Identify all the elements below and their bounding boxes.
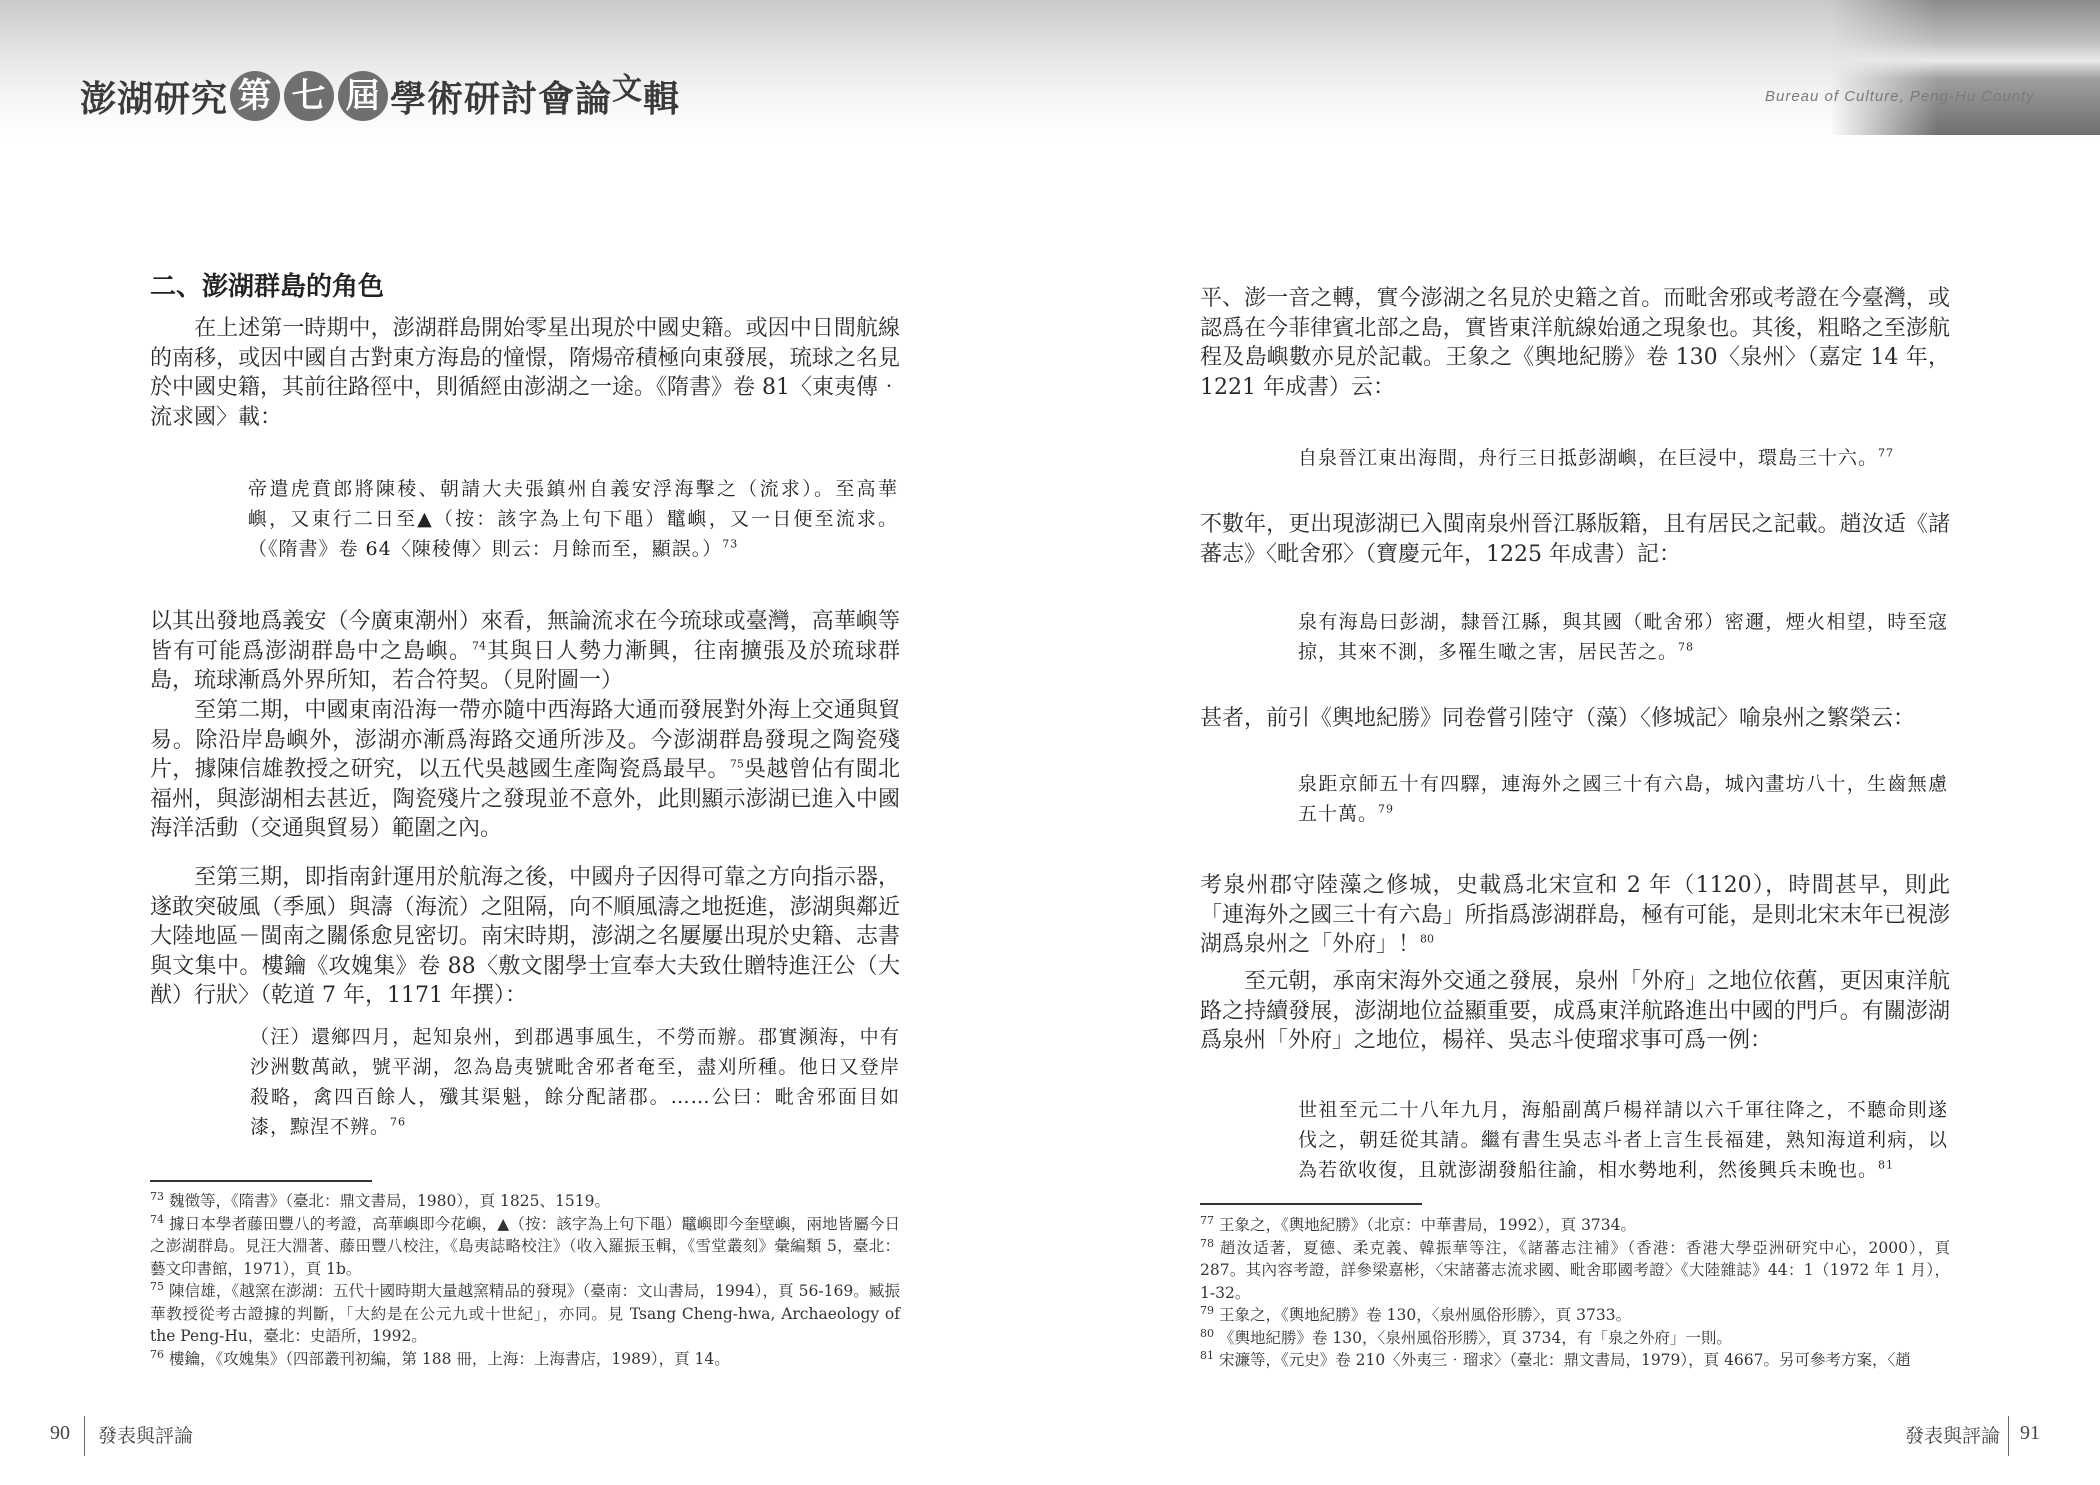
quote-text: 泉有海島曰彭湖，隸晉江縣，與其國（毗舍邪）密邇，煙火相望，時至寇掠，其來不測，多罹生噉之害，居民苦之。 [1298,611,1948,663]
footnote [1200,1349,1950,1372]
footnote-ref: 75 [729,757,744,771]
footnote-ref: 80 [1420,932,1435,946]
paragraph: 甚者，前引《輿地紀勝》同卷嘗引陸守（藻）〈修城記〉喻泉州之繁榮云： [1200,706,1916,731]
section-heading: 二、澎湖群島的角色 [150,272,385,302]
block-quote [1298,1095,1948,1185]
paragraph-text: 考泉州郡守陸藻之修城，史載爲北宋宣和 2 年（1120），時間甚早，則此「連海外之國三十有六島」所指爲澎湖群島，極有可能，是則北宋末年已視澎湖爲泉州之「外府」！ [1200,873,1950,957]
footnote-number: 80 [1200,1326,1214,1340]
title-raised-char: 文 [612,72,644,107]
paragraph: 不數年，更出現澎湖已入閩南泉州晉江縣版籍，且有居民之記載。趙汝适《諸蕃志》〈毗舍邪〉（寶慶元年，1225 年成書）記： [1200,512,1950,567]
title-circle: 屆 [338,71,388,121]
block-quote [1298,443,1948,473]
block-quote [250,1022,900,1142]
paragraph: 至元朝，承南宋海外交通之發展，泉州「外府」之地位依舊，更因東洋航路之持續發展，澎湖地位益顯重要，成爲東洋航路進出中國的門戶。有關澎湖爲泉州「外府」之地位，楊祥、吳志斗使瑠求事可爲一例： [1200,969,1950,1053]
footnote-number: 74 [150,1212,164,1226]
footnote [150,1348,900,1371]
footnote-text: 王象之，《輿地紀勝》卷 130，〈泉州風俗形勝〉，頁 3733。 [1218,1306,1632,1324]
footnote-ref: 74 [472,639,486,653]
footnote-rule [150,1180,372,1182]
footnote-ref: 73 [722,537,739,551]
footnote-number: 73 [150,1189,164,1203]
footnotes [1200,1214,1950,1372]
paragraph-text: 以其出發地爲義安（今廣東潮州）來看，無論流求在今琉球或臺灣，高華嶼等皆有可能爲澎湖群島中之島嶼。 [150,609,900,664]
footnote [1200,1214,1950,1237]
footnote-ref: 76 [390,1115,407,1129]
page-divider [2008,1416,2009,1456]
page-label-left: 發表與評論 [98,1425,194,1447]
paragraph-text: 吳越曾佔有閩北福州，與澎湖相去甚近，陶瓷殘片之發現並不意外，此則顯示澎湖已進入中國海洋活動（交通與貿易）範圍之內。 [150,757,900,841]
block-quote [248,474,898,564]
footnote [1200,1237,1950,1305]
paragraph [150,607,900,696]
title-circle: 七 [284,71,334,121]
page-number-left: 90 [50,1422,70,1444]
quote-text: 自泉晉江東出海間，舟行三日抵彭湖嶼，在巨浸中，環島三十六。 [1298,447,1879,469]
paragraph-text: 至第二期，中國東南沿海一帶亦隨中西海路大通而發展對外海上交通與貿易。除沿岸島嶼外，澎湖亦漸爲海路交通所涉及。今澎湖群島發現之陶瓷殘片，據陳信雄教授之研究，以五代吳越國生產陶瓷爲最早。 [150,698,900,782]
paragraph: 平、澎一音之轉，實今澎湖之名見於史籍之首。而毗舍邪或考證在今臺灣，或認爲在今菲律賓北部之島，實皆東洋航線始通之現象也。其後，粗略之至澎航程及島嶼數亦見於記載。王象之《輿地紀勝》卷 130〈泉州〉（嘉定 14 年，1221 年成書）云： [1200,286,1950,400]
paragraph-text: 其與日人勢力漸興，往南擴張及於琉球群島，琉球漸爲外界所知，若合符契。（見附圖一） [150,638,900,693]
paragraph: 在上述第一時期中，澎湖群島開始零星出現於中國史籍。或因中日間航線的南移，或因中國自古對東方海島的憧憬，隋煬帝積極向東發展，琉球之名見於中國史籍，其前往路徑中，則循經由澎湖之一途。《隋書》卷 81〈東夷傳‧流求國〉載： [150,316,900,430]
footnote [1200,1304,1950,1327]
footnote-ref: 77 [1878,446,1895,460]
footnote-number: 78 [1200,1236,1214,1250]
footnote-ref: 79 [1378,802,1395,816]
footnote-ref: 81 [1878,1158,1895,1172]
footnote-number: 75 [150,1279,164,1293]
footnote-text: 據日本學者藤田豐八的考證，高華嶼即今花嶼，▲（按：該字為上句下黽）鼊嶼即今奎壁嶼，兩地皆屬今日之澎湖群島。見汪大淵著、藤田豐八校注，《島夷誌略校注》（收入羅振玉輯，《雪堂叢刻》彙編類 5，臺北：藝文印書館，1971），頁 1b。 [150,1214,900,1278]
footnote-text: 趙汝适著，夏德、柔克義、韓振華等注，《諸蕃志注補》（香港：香港大學亞洲研究中心，2000），頁 287。其內容考證，詳參梁嘉彬，〈宋諸蕃志流求國、毗舍耶國考證〉《大陸雜誌》44：1（1972 年 1 月），1-32。 [1200,1238,1950,1302]
footnote-text: 樓鑰，《攻媿集》（四部叢刊初編，第 188 冊，上海：上海書店，1989），頁 14。 [168,1349,730,1368]
left-page [150,0,900,1485]
page-label-right: 發表與評論 [1905,1425,2001,1447]
footnote [1200,1327,1950,1350]
title-part: 學術研討會論 [390,78,613,120]
footnote-number: 81 [1200,1348,1214,1362]
footnote-text: 《輿地紀勝》卷 130，〈泉州風俗形勝〉，頁 3734，有「泉之外府」一則。 [1218,1328,1732,1347]
title-circle: 第 [230,71,280,121]
footnote-ref: 78 [1678,640,1695,654]
block-quote [1298,769,1948,829]
footnote-text: 魏徵等，《隋書》（臺北：鼎文書局，1980），頁 1825、1519。 [168,1192,610,1210]
quote-text: 帝遣虎賁郎將陳稜、朝請大夫張鎮州自義安浮海擊之（流求）。至高華嶼，又東行二日至▲（按：該字為上句下黽）鼊嶼，又一日便至流求。（《隋書》卷 64〈陳稜傳〉則云：月餘而至，顯誤。） [248,478,898,560]
paragraph [1200,871,1950,960]
quote-text: 世祖至元二十八年九月，海船副萬戶楊祥請以六千軍往降之，不聽命則遂伐之，朝廷從其請。繼有書生吳志斗者上言生長福建，熟知海道利病，以為若欲收復，且就澎湖發船往諭，相水勢地利，然後興兵未晚也。 [1298,1099,1948,1181]
quote-text: （汪）還鄉四月，起知泉州，到郡遇事風生，不勞而辦。郡實瀕海，中有沙洲數萬畝，號平湖，忽為島夷號毗舍邪者奄至，盡刈所種。他日又登岸殺略，禽四百餘人，殲其渠魁，餘分配諸郡。……公曰：毗舍邪面目如漆，黥涅不辨。 [250,1026,900,1138]
footnote-number: 79 [1200,1303,1214,1317]
paragraph: 至第三期，即指南針運用於航海之後，中國舟子因得可靠之方向指示器，遂敢突破風（季風）與濤（海流）之阻隔，向不順風濤之地挺進，澎湖與鄰近大陸地區－閩南之關係愈見密切。南宋時期，澎湖之名屢屢出現於史籍、志書與文集中。樓鑰《攻媿集》卷 88〈敷文閣學士宣奉大夫致仕贈特進汪公（大猷）行狀〉（乾道 7 年，1171 年撰）： [150,865,900,1008]
title-part: 輯 [643,78,681,120]
footnote-text: 王象之，《輿地紀勝》（北京：中華書局，1992），頁 3734。 [1218,1216,1637,1234]
title-part: 澎湖研究 [80,78,229,120]
footnote-number: 77 [1200,1213,1214,1227]
page-divider [84,1416,85,1456]
quote-text: 泉距京師五十有四驛，連海外之國三十有六島，城內畫坊八十，生齒無慮五十萬。 [1298,773,1948,825]
footnote-text: 宋濂等，《元史》卷 210〈外夷三‧瑠求〉（臺北：鼎文書局，1979），頁 4667。另可參考方案，〈趙 [1218,1351,1911,1369]
right-page [1200,0,1950,1485]
footnote [150,1190,900,1213]
publisher-english: Bureau of Culture, Peng-Hu County [1765,88,2035,105]
footnote-rule [1200,1203,1422,1205]
block-quote [1298,607,1948,667]
footnote [150,1213,900,1281]
page-number-right: 91 [2020,1422,2040,1444]
paragraph [150,696,900,844]
footnote-text: 陳信雄，《越窯在澎湖：五代十國時期大量越窯精品的發現》（臺南：文山書局，1994），頁 56-169。臧振華教授從考古證據的判斷，「大約是在公元九或十世紀」，亦同。見 Tsang Cheng-hwa, Archaeology of the Peng-Hu，臺北：史語所，1992。 [150,1282,900,1345]
footnote-number: 76 [150,1347,164,1361]
footnotes [150,1190,900,1370]
footnote [150,1280,900,1348]
